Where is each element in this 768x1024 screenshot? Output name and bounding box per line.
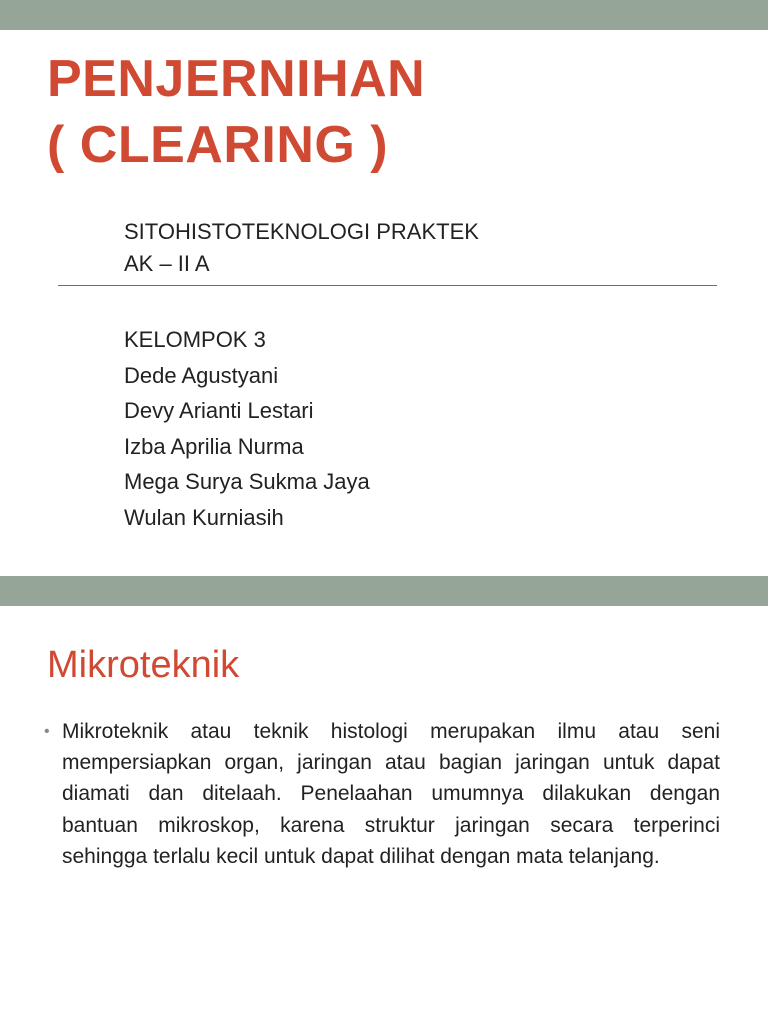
group-heading: KELOMPOK 3 [124, 327, 266, 352]
course-name: SITOHISTOTEKNOLOGI PRAKTEK [124, 219, 479, 244]
slide-separator-band [0, 576, 768, 606]
member-name: Wulan Kurniasih [124, 504, 284, 530]
course-subtitle [124, 216, 479, 280]
slide-title [47, 46, 747, 178]
member-name: Mega Surya Sukma Jaya [124, 469, 370, 494]
bullet-item [44, 716, 720, 872]
title-line-1: PENJERNIHAN [47, 50, 426, 108]
member-name: Izba Aprilia Nurma [124, 433, 304, 459]
bullet-icon: • [44, 723, 50, 740]
title-line-2: ( CLEARING ) [47, 116, 389, 174]
top-band [0, 0, 768, 30]
bullet-paragraph: Mikroteknik atau teknik histologi merupakan ilmu atau seni mempersiapkan organ, jaringan atau bagian jaringan untuk dapat diamati dan ditelaah. Penelaahan umumnya dilakukan dengan bantuan mikroskop, karena struktur jaringan secara terperinci sehingga terlalu kecil untuk dapat dilihat dengan mata telanjang. [62, 720, 720, 868]
member-name: Devy Arianti Lestari [124, 398, 314, 423]
divider-line [58, 285, 717, 286]
section-title: Mikroteknik [47, 644, 240, 686]
member-name: Dede Agustyani [124, 362, 279, 388]
class-name: AK – II A [124, 251, 210, 276]
group-list [124, 322, 370, 535]
